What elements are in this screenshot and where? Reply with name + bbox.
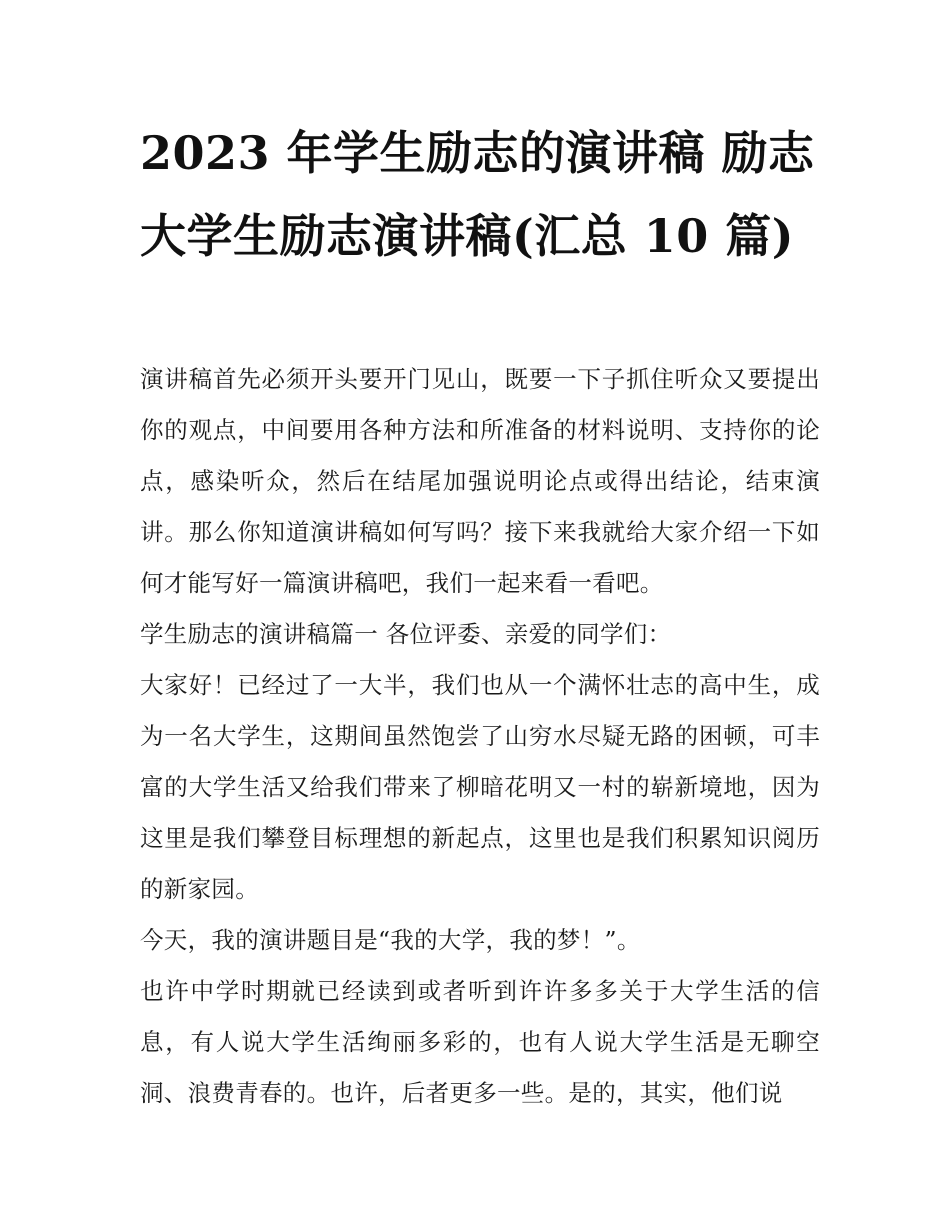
topic-paragraph: 今天，我的演讲题目是“我的大学，我的梦！”。	[140, 926, 641, 954]
document-title: 2023 年学生励志的演讲稿 励志大学生励志演讲稿(汇总 10 篇)	[140, 126, 815, 263]
document-body	[140, 354, 820, 1119]
body-paragraph: 也许中学时期就已经读到或者听到许许多多关于大学生活的信息，有人说大学生活绚丽多彩的，也有人说大学生活是无聊空洞、浪费青春的。也许，后者更多一些。是的，其实，他们说	[140, 977, 820, 1107]
intro-paragraph: 演讲稿首先必须开头要开门见山，既要一下子抓住听众又要提出你的观点，中间要用各种方法和所准备的材料说明、支持你的论点，感染听众，然后在结尾加强说明论点或得出结论，结束演讲。那么你知道演讲稿如何写吗？接下来我就给大家介绍一下如何才能写好一篇演讲稿吧，我们一起来看一看吧。	[140, 365, 820, 597]
greeting-paragraph: 大家好！已经过了一大半，我们也从一个满怀壮志的高中生，成为一名大学生，这期间虽然饱尝了山穷水尽疑无路的困顿，可丰富的大学生活又给我们带来了柳暗花明又一村的崭新境地，因为这里是我们攀登目标理想的新起点，这里也是我们积累知识阅历的新家园。	[140, 671, 820, 903]
speech-heading-paragraph: 学生励志的演讲稿篇一 各位评委、亲爱的同学们：	[140, 620, 672, 648]
